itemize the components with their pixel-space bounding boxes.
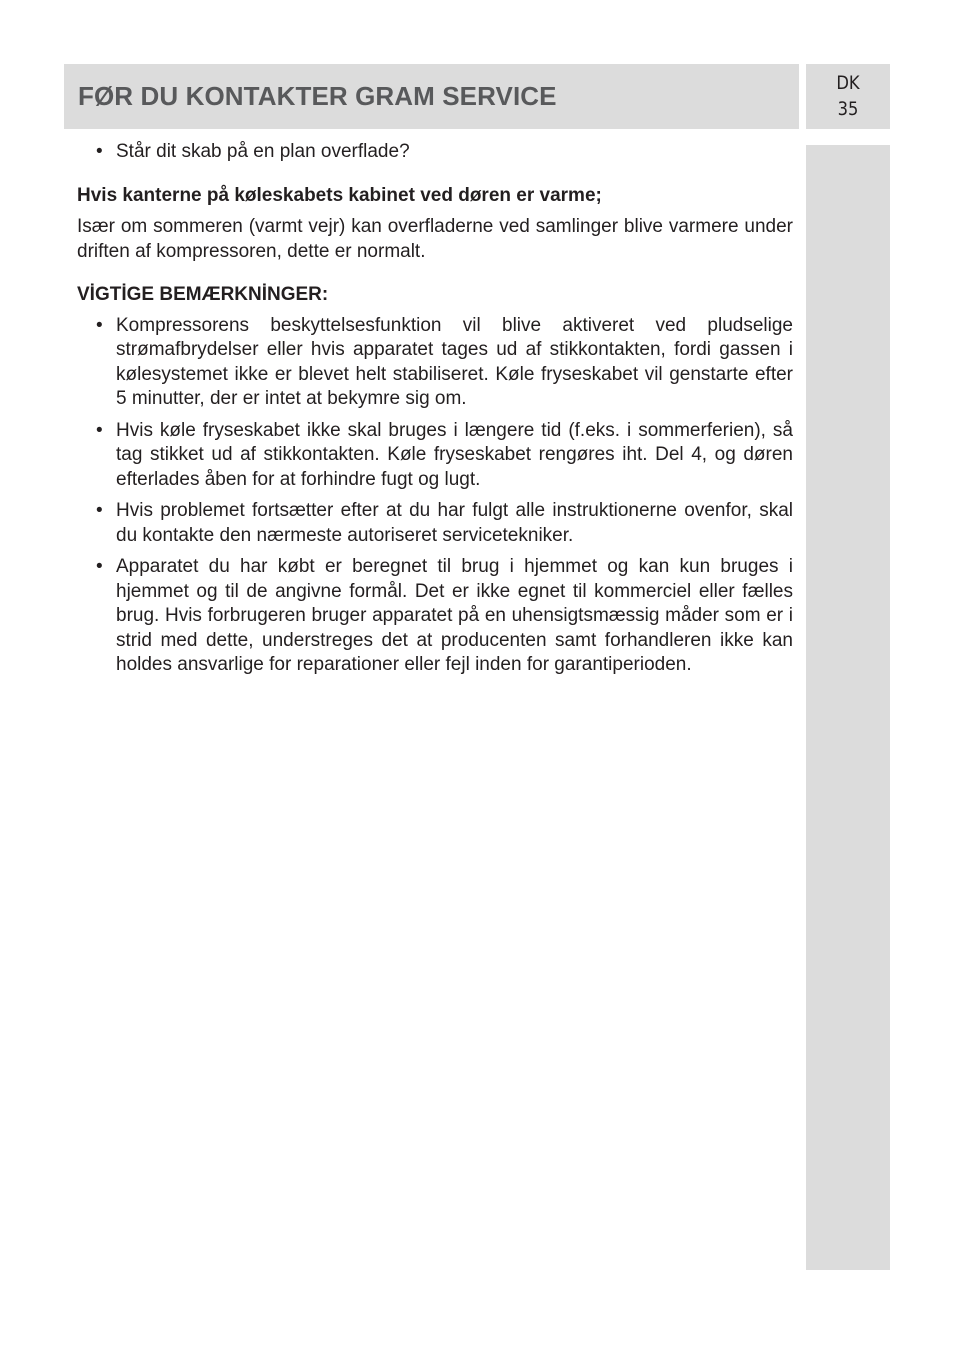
note-item — [77, 314, 793, 412]
note-text: Hvis køle fryseskabet ikke skal bruges i længere tid (f.eks. i sommerferien), så tag stikket ud af stikkontakten. Køle fryseskabet rengøres iht. Del 4, og døren efterlades åben for at forhindre fugt og lugt. — [116, 419, 793, 490]
section-heading-warm-edges: Hvis kanterne på køleskabets kabinet ved døren er varme; — [77, 184, 602, 206]
bullet-dot: • — [96, 500, 103, 521]
note-item — [77, 555, 793, 678]
note-item — [77, 499, 793, 548]
language-page-box — [806, 64, 890, 129]
content — [77, 140, 793, 678]
bullet-dot: • — [96, 419, 103, 441]
language-code: DK — [836, 72, 860, 94]
page-title: FØR DU KONTAKTER GRAM SERVICE — [78, 81, 557, 111]
intro-bullet — [77, 140, 793, 165]
title-bar — [64, 64, 799, 129]
note-item — [77, 419, 793, 493]
side-strip — [806, 145, 890, 1270]
note-text: Apparatet du har købt er beregnet til brug i hjemmet og kan kun bruges i hjemmet og til de angivne formål. Det er ikke egnet til kommerciel eller fælles brug. Hvis forbrugeren bruger apparatet på en uhensigtsmæssig måder som er i strid med dette, understreges det at producenten samt forhandleren ikke kan holdes ansvarlige for reparationer eller fejl inden for garantiperioden. — [116, 556, 793, 675]
section-heading-important-notes: VİGTİGE BEMÆRKNİNGER: — [77, 284, 329, 305]
note-text: Kompressorens beskyttelsesfunktion vil blive aktiveret ved pludselige strømafbrydelser eller hvis apparatet tages ud af stikkontakten, fordi gassen i kølesystemet ikke er blevet helt stabiliseret. Køle fryseskabet vil genstarte efter 5 minutter, der er intet at bekymre sig om. — [116, 314, 793, 409]
bullet-dot: • — [96, 141, 103, 162]
note-text: Hvis problemet fortsætter efter at du har fulgt alle instruktionerne ovenfor, skal du kontakte den nærmeste autoriseret servicetekniker. — [116, 500, 793, 546]
page-number: 35 — [837, 98, 859, 120]
bullet-text: Står dit skab på en plan overflade? — [116, 141, 410, 162]
bullet-dot: • — [96, 314, 103, 336]
section-body-warm-edges: Især om sommeren (varmt vejr) kan overfladerne ved samlinger blive varmere under driften af kompressoren, dette er normalt. — [77, 216, 793, 262]
bullet-dot: • — [96, 556, 103, 577]
